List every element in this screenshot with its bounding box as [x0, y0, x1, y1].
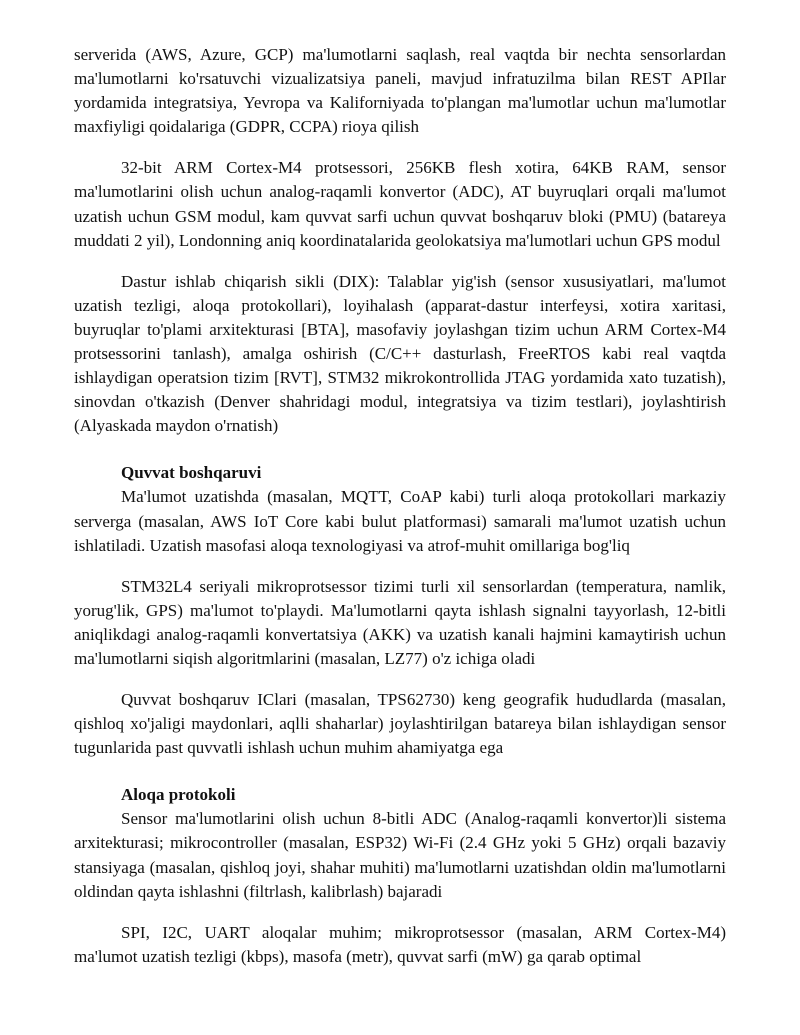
document-page: [74, 43, 726, 969]
section-heading-communication-protocol: Aloqa protokoli: [121, 785, 236, 805]
paragraph-spi-i2c-uart: SPI, I2C, UART aloqalar muhim; mikroprotsessor (masalan, ARM Cortex-M4) ma'lumot uzatish tezligi (kbps), masofa (metr), quvvat sarfi (mW) ga qarab optimal: [74, 922, 726, 966]
paragraph-stm32-system: STM32L4 seriyali mikroprotsessor tizimi turli xil sensorlardan (temperatura, namlik, yorug'lik, GPS) ma'lumot to'playdi. Ma'lumotlarni qayta ishlash signalni tayyorlash, 12-bitli aniqlikdagi analog-raqamli konvertatsiya (AKK) va uzatish kanali hajmini kamaytirish uchun ma'lumotlarni siqish algoritmlarini (masalan, LZ77) o'z ichiga oladi: [74, 576, 726, 668]
paragraph-sensor-adc: Sensor ma'lumotlarini olish uchun 8-bitli ADC (Analog-raqamli konvertor)li sistema arxitekturasi; mikrocontroller (masalan, ESP32) Wi-Fi (2.4 GHz yoki 5 GHz) orqali bazaviy stansiyaga (masalan, qishloq joyi, shahar muhiti) ma'lumotlarni uzatishdan oldin ma'lumotlarni oldindan qayta ishlashni (filtrlash, kalibrlash) bajaradi: [74, 809, 726, 901]
paragraph-data-transmission: Ma'lumot uzatishda (masalan, MQTT, CoAP kabi) turli aloqa protokollari markaziy serverga (masalan, AWS IoT Core kabi bulut platformasi) samarali ma'lumot uzatish uchun ishlatiladi. Uzatish masofasi aloqa texnologiyasi va atrof-muhit omillariga bog'liq: [74, 487, 726, 555]
paragraph-development-cycle: Dastur ishlab chiqarish sikli (DIX): Talablar yig'ish (sensor xususiyatlari, ma'lumot uzatish tezligi, aloqa protokollari), loyihalash (apparat-dastur interfeysi, xotira xaritasi, buyruqlar to'plami arxitekturasi [BTA], masofaviy joylashgan tizim uchun ARM Cortex-M4 protsessorini tanlash), amalga oshirish (C/C++ dasturlash, FreeRTOS kabi real vaqtda ishlaydigan operatsion tizim [RVT], STM32 mikrokontrollida JTAG yordamida xato tuzatish), sinovdan o'tkazish (Denver shahridagi modul, integratsiya va tizim testlari), joylashtirish (Alyaskada maydon o'rnatish): [74, 271, 726, 436]
paragraph-cloud-storage: serverida (AWS, Azure, GCP) ma'lumotlarni saqlash, real vaqtda bir nechta sensorlardan ma'lumotlarni ko'rsatuvchi vizualizatsiya paneli, mavjud infratuzilma bilan REST APIlar yordamida integratsiya, Yevropa va Kaliforniyada to'plangan ma'lumotlar uchun ma'lumotlar maxfiyligi qoidalariga (GDPR, CCPA) rioya qilish: [74, 45, 726, 137]
paragraph-hardware-specs: 32-bit ARM Cortex-M4 protsessori, 256KB flesh xotira, 64KB RAM, sensor ma'lumotlarini olish uchun analog-raqamli konvertor (ADC), AT buyruqlari orqali ma'lumot uzatish uchun GSM modul, kam quvvat sarfi uchun quvvat boshqaruv bloki (PMU) (batareya muddati 2 yil), Londonning aniq koordinatalarida geolokatsiya ma'lumotlari uchun GPS modul: [74, 158, 726, 250]
section-heading-power-management: Quvvat boshqaruvi: [121, 463, 262, 483]
paragraph-power-ics: Quvvat boshqaruv IClari (masalan, TPS62730) keng geografik hududlarda (masalan, qishloq xo'jaligi maydonlari, aqlli shaharlar) joylashtirilgan batareya bilan ishlaydigan sensor tugunlarida past quvvatli ishlash uchun muhim ahamiyatga ega: [74, 690, 726, 758]
